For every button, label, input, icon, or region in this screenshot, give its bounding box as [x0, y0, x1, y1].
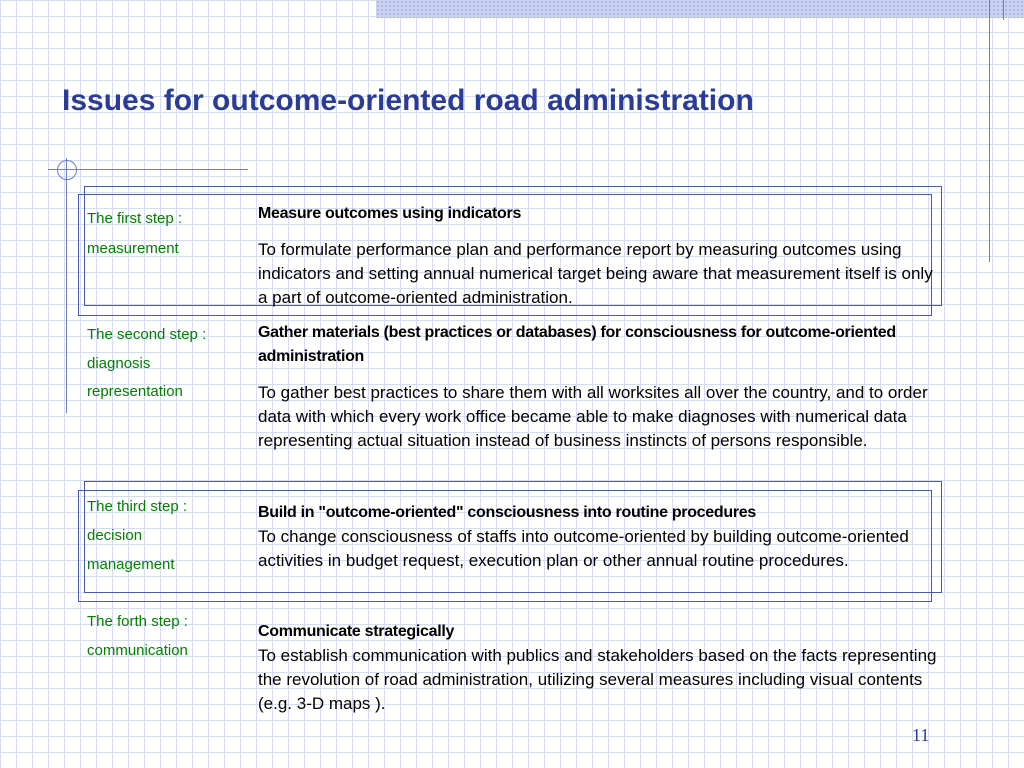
page-number: 11	[912, 725, 930, 745]
slide-title: Issues for outcome-oriented road administration	[62, 84, 754, 117]
step-1-body: To formulate performance plan and performance report by measuring outcomes using indicators and setting annual numerical target being aware that measurement itself is only a part of outcome-oriented administration.	[258, 240, 933, 307]
step-2-body: To gather best practices to share them with all worksites all over the country, and to order data with which every work office became able to make diagnoses with numerical data representing actual situation instead of business instincts of persons responsible.	[258, 383, 928, 450]
decorative-horizontal-line	[48, 169, 248, 170]
decorative-vertical-line-short	[1003, 0, 1004, 20]
step-1-heading: Measure outcomes using indicators	[258, 205, 522, 222]
decorative-circle-icon	[57, 160, 77, 180]
decorative-vertical-line	[989, 0, 990, 262]
step-3-heading: Build in "outcome-oriented" consciousness into routine procedures	[258, 504, 756, 521]
step-4-heading: Communicate strategically	[258, 623, 455, 640]
step-2-label: The second step :	[87, 326, 207, 343]
step-4-sub-communication: communication	[87, 642, 188, 659]
step-3-sub-decision: decision	[87, 527, 143, 544]
header-decoration-band	[376, 0, 1024, 18]
step-1-label: The first step :	[87, 210, 183, 227]
step-1-sub-measurement: measurement	[87, 240, 179, 257]
step-2-sub-diagnosis: diagnosis	[87, 355, 151, 372]
step-3-sub-management: management	[87, 556, 175, 573]
step-2-sub-representation: representation	[87, 383, 183, 400]
step-2-heading: Gather materials (best practices or databases) for consciousness for outcome-oriented administration	[258, 324, 896, 365]
step-4-label: The forth step :	[87, 613, 188, 630]
step-3-label: The third step :	[87, 498, 188, 515]
step-3-body: To change consciousness of staffs into outcome-oriented by building outcome-oriented activities in budget request, execution plan or other annual routine procedures.	[258, 527, 909, 570]
step-4-body: To establish communication with publics and stakeholders based on the facts representing the revolution of road administration, utilizing several measures including visual contents (e.g. 3-D maps ).	[258, 646, 937, 713]
decorative-left-line	[66, 158, 67, 413]
